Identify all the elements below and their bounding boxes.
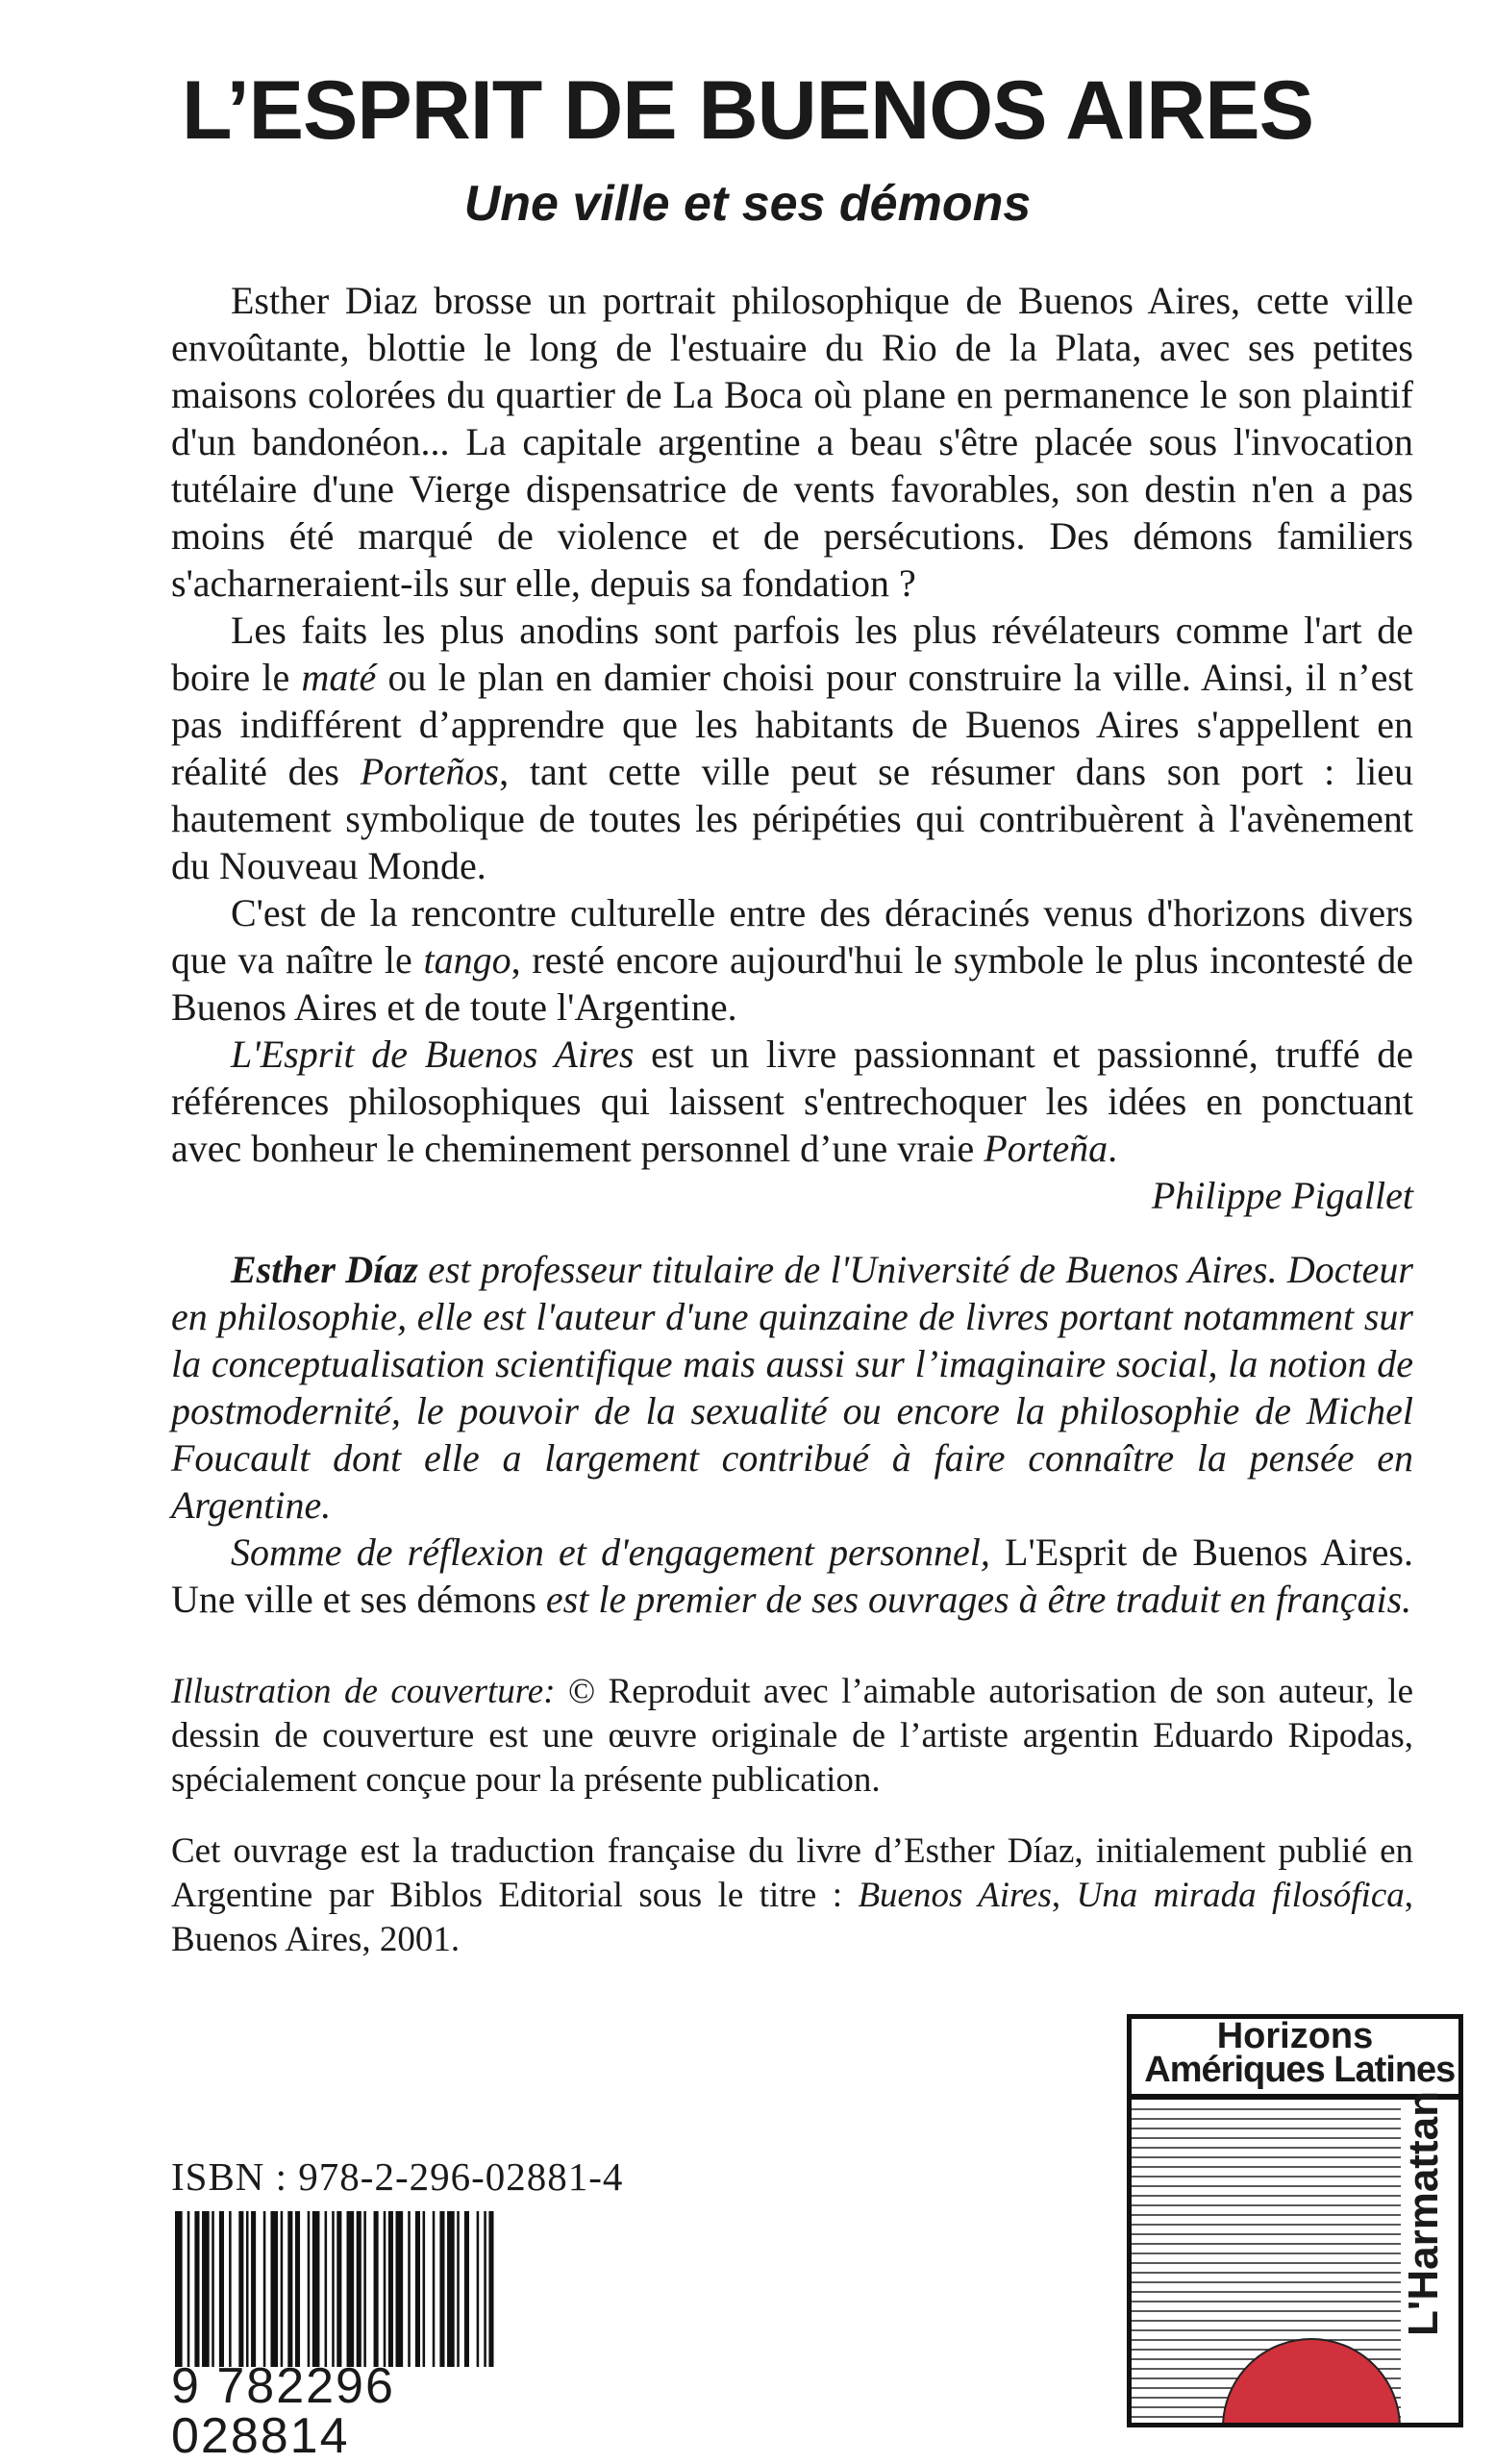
barcode-bar <box>374 2211 379 2367</box>
text-run: Cet ouvrage est la traduction française du livre d’Esther Díaz, initialement publié en Argentine par Biblos Editorial sous le titre : <box>171 1831 1413 1915</box>
barcode-bar <box>325 2211 328 2367</box>
barcode-bar <box>263 2211 266 2367</box>
barcode-bar <box>388 2211 393 2367</box>
bio-paragraph-1 <box>171 1246 1413 1529</box>
emphasis: Porteña <box>984 1127 1109 1170</box>
publisher-name: L'Harmattan <box>1400 2091 1447 2336</box>
text-run: , resté encore aujourd'hui le symbole le plus incontesté de Buenos Aires et de toute l'Argentine. <box>171 938 1413 1029</box>
author-bio <box>171 1246 1413 1623</box>
barcode-bar <box>175 2211 183 2367</box>
credits-text: © Reproduit avec l’aimable autorisation de son auteur, le dessin de couverture est une œuvre originale de l’artiste argentin Eduardo Ripodas, spécialement conçue pour la présente publication. <box>171 1672 1413 1800</box>
summary-text <box>171 277 1413 1219</box>
barcode-bar <box>270 2211 278 2367</box>
barcode-bar <box>219 2211 224 2367</box>
barcode-digits: 9 782296 028814 <box>171 2358 395 2464</box>
barcode-bar <box>384 2211 386 2367</box>
barcode-bar <box>357 2211 361 2367</box>
barcode-bar <box>281 2211 284 2367</box>
text-run: est le premier de ses ouvrages à être traduit en français. <box>536 1578 1412 1621</box>
barcode-bar <box>308 2211 311 2367</box>
summary-paragraph-3 <box>171 889 1413 1031</box>
series-name-line2: Amériques Latines <box>1144 2050 1456 2090</box>
barcode-bar <box>363 2211 366 2367</box>
emphasis: Una mirada filosófica <box>1076 1876 1405 1915</box>
text-run: ou le plan en damier choisi pour construire la ville. Ainsi, il n’est pas indifférent d’apprendre que les habitants de Buenos Aires s'appellent en réalité des <box>171 656 1413 793</box>
barcode <box>171 2211 556 2367</box>
summary-paragraph-1: Esther Diaz brosse un portrait philosophique de Buenos Aires, cette ville envoûtante, blottie le long de l'estuaire du Rio de la Plata, avec ses petites maisons colorées du quartier de La Boca où plane en permanence le son plaintif d'un bandonéon... La capitale argentine a beau s'être placée sous l'invocation tutélaire d'une Vierge dispensatrice de vents favorables, son destin n'en a pas moins été marqué de violence et de persécutions. Des démons familiers s'acharneraient-ils sur elle, depuis sa fondation ? <box>171 279 1413 605</box>
text-run: . <box>1108 1127 1118 1170</box>
barcode-bar <box>439 2211 444 2367</box>
barcode-bar <box>238 2211 243 2367</box>
series-name-line1: Horizons <box>1216 2016 1374 2056</box>
emphasis: Buenos Aires <box>858 1876 1052 1915</box>
barcode-bar <box>202 2211 210 2367</box>
barcode-bar <box>415 2211 420 2367</box>
barcode-bar <box>312 2211 320 2367</box>
barcode-bar <box>187 2211 190 2367</box>
summary-paragraph-4 <box>171 1031 1413 1172</box>
barcode-bar <box>484 2211 486 2367</box>
book-subtitle: Une ville et ses démons <box>463 176 1032 232</box>
illustration-credits <box>171 1670 1413 1803</box>
emphasis: L'Esprit de Buenos Aires <box>231 1033 635 1076</box>
credits-label: Illustration de couverture: <box>171 1672 556 1711</box>
barcode-bar <box>229 2211 232 2367</box>
barcode-bar <box>295 2211 300 2367</box>
text-run: Somme de réflexion et d'engagement personnel, <box>231 1531 1006 1574</box>
summary-paragraph-2 <box>171 607 1413 889</box>
text-run: , Buenos Aires, 2001. <box>171 1876 1413 1959</box>
isbn-label: ISBN : 978-2-296-02881-4 <box>171 2154 624 2199</box>
barcode-bar <box>347 2211 355 2367</box>
barcode-bar <box>194 2211 199 2367</box>
barcode-bar <box>488 2211 493 2367</box>
author-name: Esther Díaz <box>231 1248 418 1291</box>
translation-source <box>171 1829 1413 1962</box>
book-title: L’ESPRIT DE BUENOS AIRES <box>181 64 1314 157</box>
barcode-bar <box>477 2211 480 2367</box>
barcode-bar <box>246 2211 249 2367</box>
emphasis: maté <box>301 656 377 699</box>
barcode-bar <box>433 2211 436 2367</box>
emphasis: Porteños <box>360 750 500 793</box>
publisher-logo <box>1127 2014 1463 2427</box>
barcode-bar <box>336 2211 341 2367</box>
text-run: Les faits les plus anodins sont parfois les plus révélateurs comme l'art de boire le <box>171 609 1413 699</box>
barcode-bar <box>447 2211 455 2367</box>
barcode-bar <box>464 2211 469 2367</box>
barcode-bar <box>332 2211 335 2367</box>
barcode-bar <box>423 2211 426 2367</box>
barcode-bar <box>457 2211 460 2367</box>
text-run: est professeur titulaire de l'Université de Buenos Aires. Docteur en philosophie, elle est l'auteur d'une quinzaine de livres portant notamment sur la conceptualisation scientifique mais aussi sur l’imaginaire social, la notion de postmodernité, le pouvoir de la sexualité ou encore la philosophie de Michel Foucault dont elle a largement contribué à faire connaître la pensée en Argentine. <box>171 1248 1413 1527</box>
text-run: , tant cette ville peut se résumer dans son port : lieu hautement symbolique de toutes les péripéties qui contribuèrent à l'avènement du Nouveau Monde. <box>171 750 1413 887</box>
barcode-bar <box>396 2211 404 2367</box>
review-signature: Philippe Pigallet <box>1151 1174 1413 1217</box>
text-run: est un livre passionnant et passionné, truffé de références philosophiques qui laissent s'entrechoquer les idées en ponctuant avec bonheur le cheminement personnel d’une vraie <box>171 1033 1413 1170</box>
barcode-bar <box>408 2211 411 2367</box>
text-run: C'est de la rencontre culturelle entre des déracinés venus d'horizons divers que va naître le <box>171 891 1413 982</box>
barcode-bar <box>287 2211 292 2367</box>
bio-paragraph-2 <box>171 1529 1413 1623</box>
barcode-bar <box>212 2211 214 2367</box>
barcode-bar <box>251 2211 256 2367</box>
book-title-ref: L'Esprit de Buenos Aires. Une ville et ses démons <box>171 1531 1414 1621</box>
emphasis: tango <box>423 938 511 982</box>
text-run: , <box>1051 1876 1077 1915</box>
